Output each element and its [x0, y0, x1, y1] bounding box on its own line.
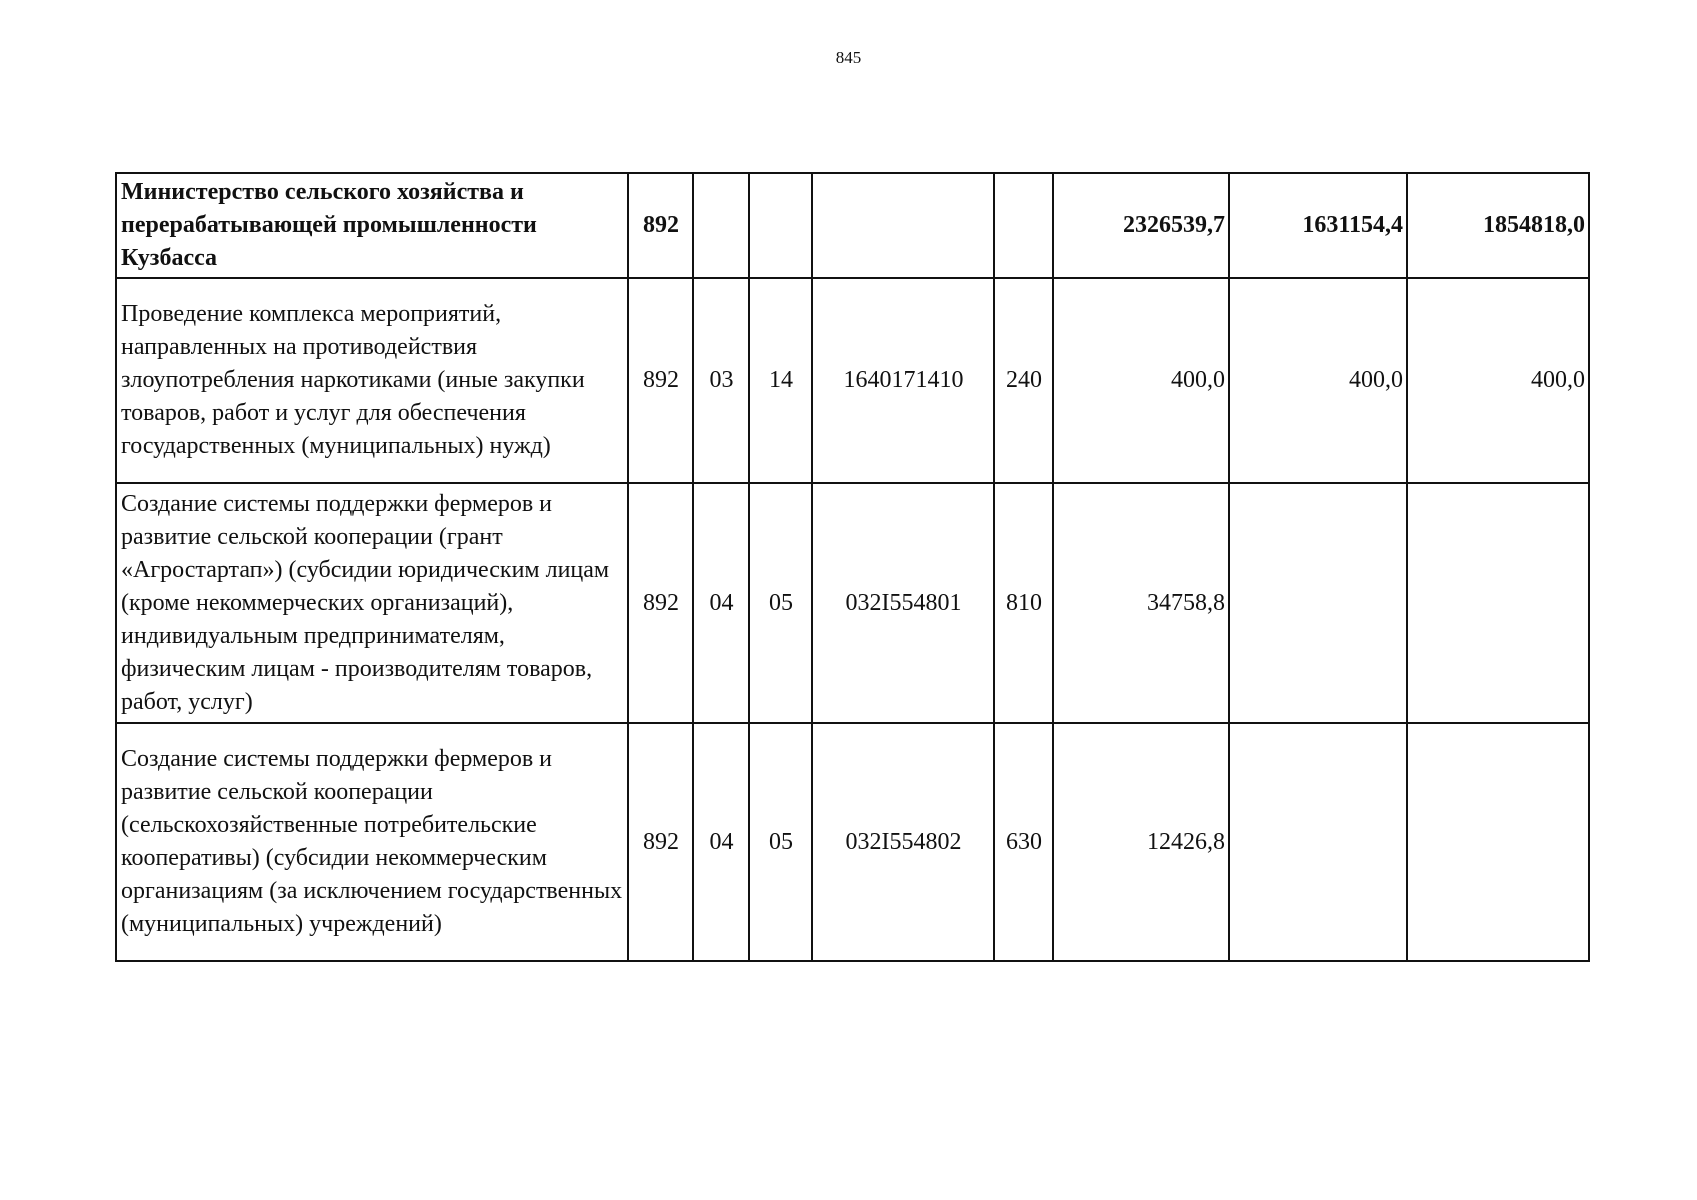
target-item-code-cell: 032I554802 [812, 723, 994, 961]
item-name-cell: Создание системы поддержки фермеров и развитие сельской кооперации (сельскохозяйственные потребительские кооперативы) (субсидии некоммерческим организациям (за исключением государственных (муниципальных) учреждений) [116, 723, 628, 961]
department-code-cell: 892 [628, 723, 693, 961]
table-row [116, 723, 1589, 961]
amount-year2-cell: 400,0 [1229, 278, 1407, 483]
amount-year1-cell: 400,0 [1053, 278, 1229, 483]
section-code-cell: 03 [693, 278, 749, 483]
table-body [116, 173, 1589, 961]
department-code-cell: 892 [628, 483, 693, 723]
section-code-cell [693, 173, 749, 278]
expense-type-code-cell: 240 [994, 278, 1053, 483]
subsection-code-cell [749, 173, 812, 278]
subsection-code-cell: 05 [749, 723, 812, 961]
amount-year1-cell: 34758,8 [1053, 483, 1229, 723]
expense-type-code-cell: 810 [994, 483, 1053, 723]
expense-type-code-cell: 630 [994, 723, 1053, 961]
item-name-cell: Министерство сельского хозяйства и перерабатывающей промышленности Кузбасса [116, 173, 628, 278]
amount-year1-cell: 2326539,7 [1053, 173, 1229, 278]
amount-year2-cell: 1631154,4 [1229, 173, 1407, 278]
subsection-code-cell: 05 [749, 483, 812, 723]
table-row [116, 278, 1589, 483]
department-code-cell: 892 [628, 278, 693, 483]
item-name-cell: Проведение комплекса мероприятий, направленных на противодействия злоупотребления наркотиками (иные закупки товаров, работ и услуг для обеспечения государственных (муниципальных) нужд) [116, 278, 628, 483]
budget-table [115, 172, 1590, 962]
amount-year3-cell [1407, 483, 1589, 723]
target-item-code-cell [812, 173, 994, 278]
target-item-code-cell: 1640171410 [812, 278, 994, 483]
amount-year2-cell [1229, 723, 1407, 961]
amount-year2-cell [1229, 483, 1407, 723]
amount-year3-cell: 400,0 [1407, 278, 1589, 483]
item-name-cell: Создание системы поддержки фермеров и развитие сельской кооперации (грант «Агростартап») (субсидии юридическим лицам (кроме некоммерческих организаций), индивидуальным предпринимателям, физическим лицам - производителям товаров, работ, услуг) [116, 483, 628, 723]
target-item-code-cell: 032I554801 [812, 483, 994, 723]
department-code-cell: 892 [628, 173, 693, 278]
table-row [116, 173, 1589, 278]
subsection-code-cell: 14 [749, 278, 812, 483]
page-number: 845 [835, 48, 862, 67]
amount-year3-cell: 1854818,0 [1407, 173, 1589, 278]
section-code-cell: 04 [693, 483, 749, 723]
amount-year1-cell: 12426,8 [1053, 723, 1229, 961]
expense-type-code-cell [994, 173, 1053, 278]
amount-year3-cell [1407, 723, 1589, 961]
table-row [116, 483, 1589, 723]
section-code-cell: 04 [693, 723, 749, 961]
